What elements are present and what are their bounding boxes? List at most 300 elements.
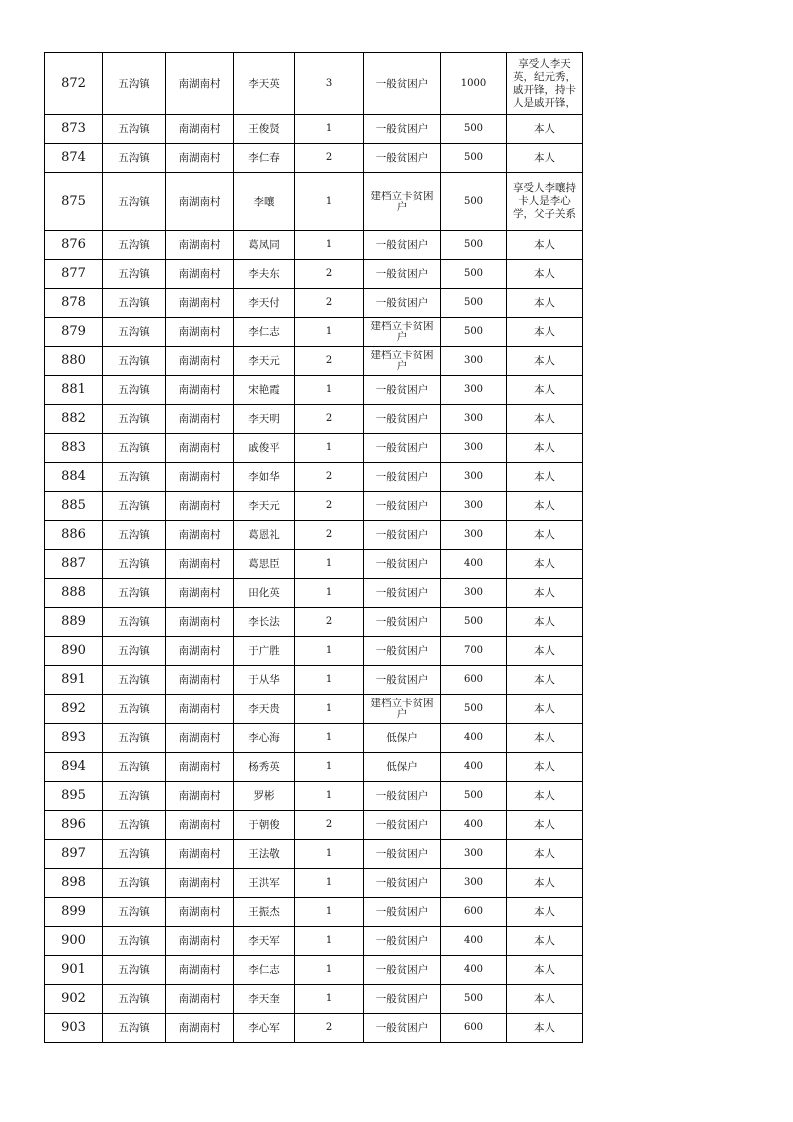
village-cell <box>166 1014 234 1043</box>
row-number-text: 881 <box>61 382 86 397</box>
town-cell-text: 五沟镇 <box>118 732 150 744</box>
amount-cell-text: 300 <box>463 442 484 453</box>
note-cell-text: 本人 <box>534 703 555 715</box>
village-cell <box>166 318 234 347</box>
row-number <box>45 53 103 115</box>
row-number-text: 893 <box>61 730 86 745</box>
name-cell <box>234 840 295 869</box>
row-number <box>45 985 103 1014</box>
row-number-text: 889 <box>61 614 86 629</box>
town-cell-text: 五沟镇 <box>118 674 150 686</box>
row-number-text: 883 <box>61 440 86 455</box>
household-count-cell-text: 1 <box>325 906 333 917</box>
amount-cell-text: 500 <box>463 993 484 1004</box>
poverty-type-cell-text: 一般贫困户 <box>375 152 429 164</box>
town-cell-text: 五沟镇 <box>118 761 150 773</box>
row-number <box>45 695 103 724</box>
village-cell-text: 南湖南村 <box>178 413 221 425</box>
poverty-type-cell <box>364 898 441 927</box>
village-cell-text: 南湖南村 <box>178 500 221 512</box>
household-count-cell <box>295 318 364 347</box>
household-count-cell <box>295 376 364 405</box>
household-count-cell-text: 1 <box>325 848 333 859</box>
poverty-type-cell <box>364 260 441 289</box>
name-cell <box>234 318 295 347</box>
town-cell <box>103 985 166 1014</box>
town-cell <box>103 724 166 753</box>
household-count-cell-text: 2 <box>325 152 333 163</box>
note-cell-text: 本人 <box>534 935 555 947</box>
name-cell-text: 李天元 <box>248 500 280 512</box>
poverty-type-cell-text: 一般贫困户 <box>375 384 429 396</box>
row-number <box>45 753 103 782</box>
amount-cell-text: 500 <box>463 703 484 714</box>
town-cell <box>103 927 166 956</box>
town-cell <box>103 115 166 144</box>
town-cell-text: 五沟镇 <box>118 326 150 338</box>
amount-cell <box>441 144 507 173</box>
town-cell-text: 五沟镇 <box>118 471 150 483</box>
amount-cell <box>441 840 507 869</box>
row-number <box>45 492 103 521</box>
household-count-cell <box>295 260 364 289</box>
row-number <box>45 956 103 985</box>
household-count-cell <box>295 898 364 927</box>
poverty-type-cell <box>364 753 441 782</box>
town-cell <box>103 608 166 637</box>
table-row <box>45 231 583 260</box>
row-number <box>45 550 103 579</box>
household-count-cell-text: 1 <box>325 761 333 772</box>
table-row <box>45 724 583 753</box>
poverty-type-cell <box>364 811 441 840</box>
row-number <box>45 579 103 608</box>
row-number <box>45 666 103 695</box>
name-cell-text: 李心军 <box>248 1022 280 1034</box>
amount-cell <box>441 434 507 463</box>
note-cell <box>507 666 583 695</box>
note-cell <box>507 869 583 898</box>
table-row <box>45 695 583 724</box>
poverty-type-cell <box>364 579 441 608</box>
poverty-type-cell-text: 一般贫困户 <box>375 558 429 570</box>
village-cell <box>166 579 234 608</box>
village-cell <box>166 550 234 579</box>
note-cell <box>507 144 583 173</box>
table-row <box>45 492 583 521</box>
row-number <box>45 463 103 492</box>
village-cell <box>166 695 234 724</box>
name-cell-text: 李天英 <box>248 77 280 90</box>
village-cell <box>166 463 234 492</box>
name-cell-text: 罗彬 <box>253 790 275 802</box>
town-cell <box>103 782 166 811</box>
note-cell <box>507 753 583 782</box>
household-count-cell-text: 1 <box>325 993 333 1004</box>
poverty-type-cell-text: 建档立卡贫困户 <box>370 350 434 372</box>
household-count-cell-text: 1 <box>325 964 333 975</box>
household-count-cell <box>295 869 364 898</box>
poverty-type-cell-text: 一般贫困户 <box>375 848 429 860</box>
poverty-type-cell <box>364 985 441 1014</box>
town-cell <box>103 347 166 376</box>
amount-cell-text: 500 <box>463 239 484 250</box>
village-cell <box>166 260 234 289</box>
town-cell <box>103 260 166 289</box>
town-cell <box>103 463 166 492</box>
village-cell <box>166 144 234 173</box>
amount-cell-text: 300 <box>463 587 484 598</box>
poverty-type-cell <box>364 53 441 115</box>
town-cell-text: 五沟镇 <box>118 645 150 657</box>
row-number-text: 896 <box>61 817 86 832</box>
village-cell-text: 南湖南村 <box>178 239 221 251</box>
town-cell-text: 五沟镇 <box>118 935 150 947</box>
village-cell-text: 南湖南村 <box>178 993 221 1005</box>
note-cell <box>507 927 583 956</box>
amount-cell-text: 300 <box>463 471 484 482</box>
village-cell <box>166 840 234 869</box>
poverty-type-cell-text: 一般贫困户 <box>375 442 429 454</box>
town-cell <box>103 318 166 347</box>
row-number <box>45 347 103 376</box>
name-cell <box>234 376 295 405</box>
note-cell-text: 本人 <box>534 297 555 309</box>
name-cell <box>234 347 295 376</box>
note-cell <box>507 376 583 405</box>
name-cell-text: 王洪军 <box>248 877 280 889</box>
household-count-cell-text: 2 <box>325 1022 333 1033</box>
town-cell-text: 五沟镇 <box>118 877 150 889</box>
row-number-text: 877 <box>61 266 86 281</box>
table-row <box>45 376 583 405</box>
note-cell-text: 本人 <box>534 732 555 744</box>
amount-cell <box>441 289 507 318</box>
village-cell <box>166 608 234 637</box>
name-cell <box>234 492 295 521</box>
poverty-type-cell <box>364 956 441 985</box>
poverty-type-cell-text: 一般贫困户 <box>375 674 429 686</box>
note-cell <box>507 840 583 869</box>
table-body <box>45 53 583 1043</box>
name-cell <box>234 782 295 811</box>
amount-cell <box>441 666 507 695</box>
row-number <box>45 840 103 869</box>
row-number <box>45 521 103 550</box>
name-cell-text: 李长法 <box>248 616 280 628</box>
amount-cell <box>441 753 507 782</box>
note-cell-text: 本人 <box>534 152 555 164</box>
poverty-type-cell-text: 一般贫困户 <box>375 77 429 90</box>
note-cell <box>507 463 583 492</box>
household-count-cell <box>295 927 364 956</box>
poverty-type-cell <box>364 869 441 898</box>
note-cell <box>507 318 583 347</box>
village-cell <box>166 811 234 840</box>
amount-cell-text: 400 <box>463 732 484 743</box>
poverty-type-cell-text: 一般贫困户 <box>375 268 429 280</box>
row-number-text: 903 <box>61 1020 86 1035</box>
amount-cell-text: 500 <box>463 123 484 134</box>
amount-cell-text: 400 <box>463 964 484 975</box>
name-cell-text: 王振杰 <box>248 906 280 918</box>
poverty-type-cell-text: 一般贫困户 <box>375 1022 429 1034</box>
note-cell <box>507 956 583 985</box>
row-number-text: 884 <box>61 469 86 484</box>
village-cell-text: 南湖南村 <box>178 1022 221 1034</box>
note-cell-text: 本人 <box>534 761 555 773</box>
name-cell-text: 于从华 <box>248 674 280 686</box>
note-cell <box>507 521 583 550</box>
household-count-cell-text: 1 <box>325 645 333 656</box>
village-cell <box>166 637 234 666</box>
village-cell-text: 南湖南村 <box>178 674 221 686</box>
note-cell <box>507 1014 583 1043</box>
amount-cell <box>441 898 507 927</box>
poverty-type-cell <box>364 724 441 753</box>
town-cell-text: 五沟镇 <box>118 616 150 628</box>
poverty-type-cell-text: 一般贫困户 <box>375 123 429 135</box>
household-count-cell-text: 2 <box>325 616 333 627</box>
name-cell-text: 葛恩礼 <box>248 529 280 541</box>
name-cell-text: 葛思臣 <box>248 558 280 570</box>
household-count-cell-text: 2 <box>325 268 333 279</box>
name-cell <box>234 927 295 956</box>
amount-cell-text: 400 <box>463 761 484 772</box>
village-cell-text: 南湖南村 <box>178 123 221 135</box>
village-cell-text: 南湖南村 <box>178 877 221 889</box>
household-count-cell-text: 1 <box>325 935 333 946</box>
amount-cell <box>441 985 507 1014</box>
table-row <box>45 956 583 985</box>
household-count-cell <box>295 753 364 782</box>
table-row <box>45 637 583 666</box>
name-cell <box>234 434 295 463</box>
town-cell-text: 五沟镇 <box>118 993 150 1005</box>
household-count-cell-text: 1 <box>325 587 333 598</box>
table-row <box>45 927 583 956</box>
name-cell-text: 李天元 <box>248 355 280 367</box>
amount-cell <box>441 608 507 637</box>
name-cell-text: 田化英 <box>248 587 280 599</box>
amount-cell <box>441 724 507 753</box>
household-count-cell <box>295 434 364 463</box>
note-cell-text: 本人 <box>534 413 555 425</box>
household-count-cell-text: 1 <box>325 326 333 337</box>
town-cell-text: 五沟镇 <box>118 703 150 715</box>
name-cell-text: 杨秀英 <box>248 761 280 773</box>
poverty-type-cell <box>364 637 441 666</box>
note-cell-text: 本人 <box>534 848 555 860</box>
poverty-type-cell <box>364 115 441 144</box>
table-row <box>45 318 583 347</box>
poverty-type-cell <box>364 782 441 811</box>
note-cell <box>507 550 583 579</box>
town-cell <box>103 753 166 782</box>
household-count-cell <box>295 985 364 1014</box>
row-number-text: 887 <box>61 556 86 571</box>
note-cell <box>507 115 583 144</box>
name-cell-text: 宋艳霞 <box>248 384 280 396</box>
village-cell-text: 南湖南村 <box>178 195 221 208</box>
household-count-cell-text: 3 <box>325 77 333 89</box>
name-cell-text: 于广胜 <box>248 645 280 657</box>
note-cell-text: 本人 <box>534 616 555 628</box>
village-cell-text: 南湖南村 <box>178 819 221 831</box>
name-cell <box>234 115 295 144</box>
household-count-cell <box>295 608 364 637</box>
village-cell <box>166 405 234 434</box>
note-cell <box>507 985 583 1014</box>
note-cell <box>507 898 583 927</box>
row-number <box>45 724 103 753</box>
row-number-text: 879 <box>61 324 86 339</box>
row-number-text: 900 <box>61 933 86 948</box>
town-cell <box>103 376 166 405</box>
village-cell-text: 南湖南村 <box>178 906 221 918</box>
town-cell-text: 五沟镇 <box>118 906 150 918</box>
row-number-text: 891 <box>61 672 86 687</box>
amount-cell-text: 700 <box>463 645 484 656</box>
household-count-cell <box>295 956 364 985</box>
household-count-cell-text: 2 <box>325 355 333 366</box>
town-cell <box>103 637 166 666</box>
row-number <box>45 811 103 840</box>
table-row <box>45 782 583 811</box>
village-cell <box>166 492 234 521</box>
note-cell <box>507 579 583 608</box>
town-cell-text: 五沟镇 <box>118 195 150 208</box>
note-cell-text: 本人 <box>534 587 555 599</box>
amount-cell-text: 600 <box>463 1022 484 1033</box>
amount-cell-text: 500 <box>463 268 484 279</box>
village-cell <box>166 53 234 115</box>
poverty-type-cell-text: 一般贫困户 <box>375 239 429 251</box>
town-cell <box>103 492 166 521</box>
town-cell <box>103 695 166 724</box>
poverty-type-cell-text: 一般贫困户 <box>375 906 429 918</box>
row-number-text: 872 <box>61 75 86 91</box>
village-cell-text: 南湖南村 <box>178 384 221 396</box>
amount-cell-text: 500 <box>463 195 484 207</box>
household-count-cell-text: 2 <box>325 297 333 308</box>
note-cell <box>507 637 583 666</box>
village-cell-text: 南湖南村 <box>178 77 221 90</box>
row-number-text: 895 <box>61 788 86 803</box>
row-number <box>45 376 103 405</box>
poverty-type-cell <box>364 289 441 318</box>
town-cell-text: 五沟镇 <box>118 152 150 164</box>
village-cell <box>166 434 234 463</box>
poverty-type-cell <box>364 376 441 405</box>
name-cell <box>234 231 295 260</box>
village-cell <box>166 173 234 231</box>
row-number <box>45 231 103 260</box>
note-cell <box>507 231 583 260</box>
village-cell-text: 南湖南村 <box>178 616 221 628</box>
poverty-type-cell <box>364 231 441 260</box>
town-cell-text: 五沟镇 <box>118 790 150 802</box>
amount-cell-text: 400 <box>463 935 484 946</box>
village-cell-text: 南湖南村 <box>178 732 221 744</box>
name-cell-text: 于朝俊 <box>248 819 280 831</box>
amount-cell-text: 300 <box>463 413 484 424</box>
poverty-type-cell <box>364 1014 441 1043</box>
poverty-type-cell <box>364 347 441 376</box>
household-count-cell <box>295 231 364 260</box>
name-cell <box>234 666 295 695</box>
poverty-type-cell-text: 一般贫困户 <box>375 413 429 425</box>
village-cell-text: 南湖南村 <box>178 587 221 599</box>
poverty-type-cell <box>364 666 441 695</box>
name-cell <box>234 260 295 289</box>
town-cell-text: 五沟镇 <box>118 1022 150 1034</box>
town-cell <box>103 956 166 985</box>
town-cell <box>103 1014 166 1043</box>
note-cell <box>507 492 583 521</box>
row-number-text: 885 <box>61 498 86 513</box>
note-cell <box>507 53 583 115</box>
amount-cell <box>441 869 507 898</box>
village-cell <box>166 869 234 898</box>
village-cell-text: 南湖南村 <box>178 964 221 976</box>
table-row <box>45 550 583 579</box>
household-count-cell-text: 1 <box>325 877 333 888</box>
note-cell <box>507 724 583 753</box>
amount-cell <box>441 695 507 724</box>
town-cell-text: 五沟镇 <box>118 297 150 309</box>
poverty-type-cell-text: 一般贫困户 <box>375 529 429 541</box>
row-number-text: 875 <box>61 193 86 209</box>
amount-cell <box>441 492 507 521</box>
household-count-cell <box>295 463 364 492</box>
note-cell-text: 本人 <box>534 964 555 976</box>
town-cell-text: 五沟镇 <box>118 819 150 831</box>
amount-cell <box>441 318 507 347</box>
household-count-cell <box>295 811 364 840</box>
poverty-type-cell <box>364 608 441 637</box>
amount-cell-text: 500 <box>463 790 484 801</box>
town-cell-text: 五沟镇 <box>118 355 150 367</box>
poverty-type-cell <box>364 144 441 173</box>
name-cell-text: 戚俊平 <box>248 442 280 454</box>
town-cell-text: 五沟镇 <box>118 77 150 90</box>
household-count-cell-text: 1 <box>325 558 333 569</box>
note-cell-text: 本人 <box>534 239 555 251</box>
note-cell-text: 本人 <box>534 558 555 570</box>
village-cell-text: 南湖南村 <box>178 558 221 570</box>
amount-cell <box>441 579 507 608</box>
name-cell-text: 李嚷 <box>253 195 275 208</box>
village-cell-text: 南湖南村 <box>178 268 221 280</box>
village-cell-text: 南湖南村 <box>178 848 221 860</box>
table-row <box>45 434 583 463</box>
amount-cell <box>441 376 507 405</box>
table-row <box>45 115 583 144</box>
town-cell <box>103 579 166 608</box>
village-cell-text: 南湖南村 <box>178 442 221 454</box>
poverty-type-cell-text: 一般贫困户 <box>375 790 429 802</box>
table-row <box>45 260 583 289</box>
town-cell <box>103 53 166 115</box>
household-count-cell <box>295 115 364 144</box>
village-cell-text: 南湖南村 <box>178 326 221 338</box>
row-number-text: 897 <box>61 846 86 861</box>
name-cell <box>234 608 295 637</box>
town-cell <box>103 898 166 927</box>
note-cell-text: 本人 <box>534 529 555 541</box>
name-cell-text: 李天贵 <box>248 703 280 715</box>
